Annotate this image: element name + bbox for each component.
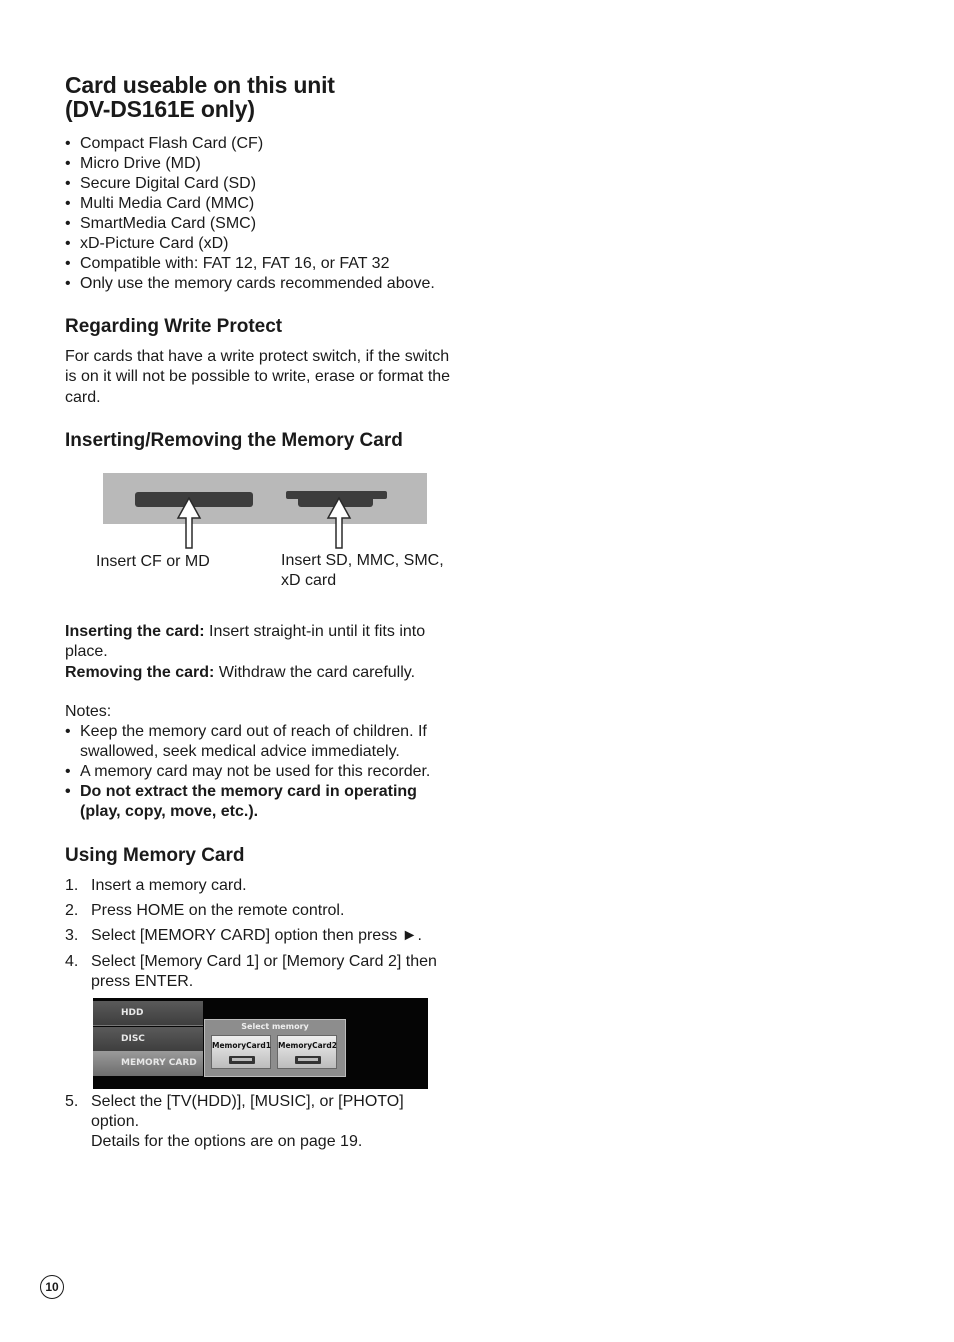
steps-list-a [65,876,437,992]
steps-list-b [65,1092,404,1152]
insert-remove-text [65,622,465,683]
text-line: • Do not extract the memory card in operating [80,783,417,800]
step-item [65,926,437,946]
list-item: • Compatible with: FAT 12, FAT 16, or FAT 32 [65,254,435,274]
memory-card-1-option [211,1035,271,1069]
step-text: press ENTER. [91,973,194,990]
text-line [65,622,465,642]
memory-card-2-option [277,1035,337,1069]
list-item: • A memory card may not be used for this recorder. [65,762,430,782]
list-item: • Compact Flash Card (CF) [65,134,435,154]
caption-line: Insert SD, MMC, SMC, [281,552,444,569]
list-item: • xD-Picture Card (xD) [65,234,435,254]
step-item [65,952,437,992]
step-item [65,1092,404,1152]
notes-list [65,722,430,822]
step-text: Press HOME on the remote control. [91,902,345,919]
using-heading: Using Memory Card [65,845,245,866]
caption-cf-md: Insert CF or MD [96,553,210,570]
insert-arrows [170,496,360,550]
text-line: card. [65,388,101,406]
select-memory-popup [204,1019,346,1077]
step-text: option. [91,1113,140,1130]
inserting-text: Insert straight-in until it fits into [209,623,426,640]
inserting-label: Inserting the card: [65,623,205,640]
page-number: 10 [40,1275,64,1299]
arrow-up-icon [328,498,350,548]
list-item: • Only use the memory cards recommended above. [65,274,435,294]
removing-label: Removing the card: [65,663,215,681]
page-title [65,73,335,121]
text-line: place. [65,643,108,661]
step-text: Details for the options are on page 19. [91,1133,363,1150]
caption-line: xD card [281,572,337,589]
text-line [65,663,465,683]
step-text: Select [MEMORY CARD] option then press ►. [91,927,422,944]
text-line: • Keep the memory card out of reach of children. If [80,723,427,740]
removing-text: Withdraw the card carefully. [218,663,416,681]
memory-card-1-label: MemoryCard1 [212,1041,271,1050]
menu-item-memory-card: MEMORY CARD [93,1051,203,1076]
insert-remove-heading: Inserting/Removing the Memory Card [65,430,403,451]
list-item: • SmartMedia Card (SMC) [65,214,435,234]
step-number: 4. [65,953,79,970]
card-list [65,134,435,294]
card-slot-icon [229,1056,255,1064]
card-slot-icon [295,1056,321,1064]
notes-label: Notes: [65,703,112,720]
step-number: 3. [65,927,79,944]
memory-select-screenshot [93,998,428,1089]
popup-title: Select memory [241,1022,309,1031]
write-protect-text [65,347,450,408]
menu-item-disc: DISC [93,1027,203,1052]
write-protect-heading: Regarding Write Protect [65,316,283,337]
caption-sd [281,551,444,591]
text-line: swallowed, seek medical advice immediately. [80,743,400,760]
step-number: 5. [65,1093,79,1110]
list-item: • Multi Media Card (MMC) [65,194,435,214]
step-number: 2. [65,902,79,919]
title-line-1: Card useable on this unit [65,72,335,98]
arrow-up-icon [178,498,200,548]
text-line: is on it will not be possible to write, erase or format the [65,368,451,386]
step-text: Select the [TV(HDD)], [MUSIC], or [PHOTO] [91,1093,404,1110]
text-line: (play, copy, move, etc.). [80,803,259,820]
text-line: For cards that have a write protect switch, if the switch [65,348,450,365]
memory-card-2-label: MemoryCard2 [278,1041,337,1050]
step-number: 1. [65,877,79,894]
menu-item-hdd: HDD [93,1001,203,1026]
step-text: Select [Memory Card 1] or [Memory Card 2] then [91,953,437,970]
list-item: • Micro Drive (MD) [65,154,435,174]
list-item [65,782,430,822]
list-item: • Secure Digital Card (SD) [65,174,435,194]
step-item [65,876,437,896]
step-text: Insert a memory card. [91,877,247,894]
title-line-2: (DV-DS161E only) [65,96,255,122]
step-item [65,901,437,921]
list-item [65,722,430,762]
